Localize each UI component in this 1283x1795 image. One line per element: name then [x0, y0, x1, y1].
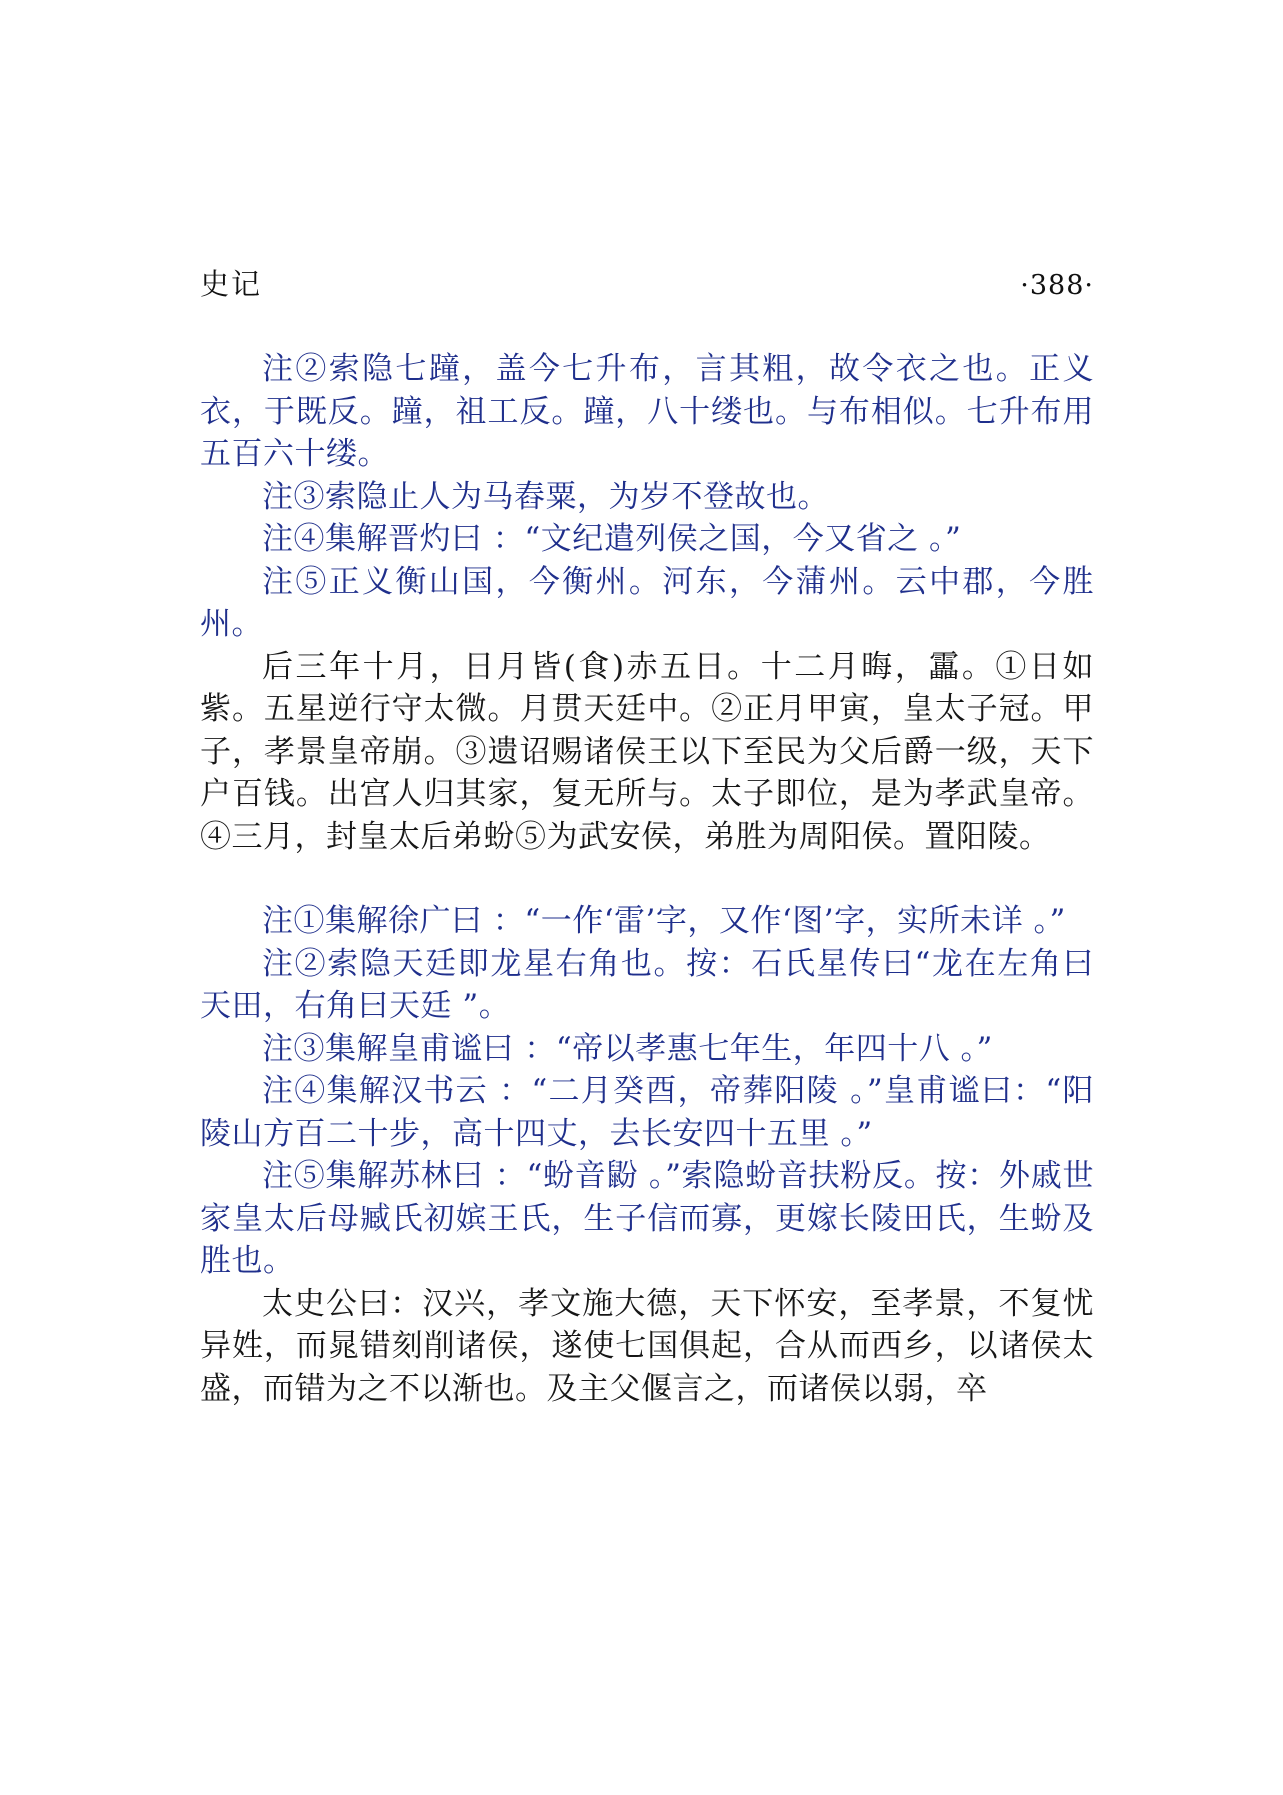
- annotation-note: 注③集解皇甫谧曰 ：“帝以孝惠七年生，年四十八 。”: [262, 1030, 993, 1067]
- annotation-note: 注①集解徐广曰 ：“一作‘雷’字，又作‘图’字，实所未详 。”: [262, 903, 1066, 939]
- annotation-note: 注⑤集解苏林曰 ：“蚡音鼢 。”索隐蚡音扶粉反。按：外戚世家皇太后母臧氏初嫔王氏，生子信而寡，更嫁长陵田氏，生蚡及胜也。: [200, 1158, 1094, 1279]
- page-number: ·388·: [1020, 270, 1094, 301]
- book-title: 史记: [200, 267, 263, 301]
- page: [200, 262, 1094, 1410]
- paragraph-gap: [200, 858, 1094, 900]
- annotation-note: 注②索隐天廷即龙星右角也。按：石氏星传曰“龙在左角曰天田，右角曰天廷 ”。: [200, 945, 1094, 1024]
- main-text-paragraph: 后三年十月，日月皆(食)赤五日。十二月晦，靁。①日如紫。五星逆行守太微。月贯天廷中。②正月甲寅，皇太子冠。甲子，孝景皇帝崩。③遗诏赐诸侯王以下至民为父后爵一级，天下户百钱。出宫人归其家，复无所与。太子即位，是为孝武皇帝。④三月，封皇太后弟蚡⑤为武安侯，弟胜为周阳侯。置阳陵。: [200, 648, 1094, 855]
- annotation-note: 注④集解汉书云 ：“二月癸酉，帝葬阳陵 。”皇甫谧曰：“阳陵山方百二十步，高十四丈，去长安四十五里 。”: [200, 1073, 1094, 1152]
- body-text: [200, 348, 1094, 1410]
- annotation-note: 注⑤正义衡山国，今衡州。河东，今蒲州。云中郡，今胜州。: [200, 563, 1094, 642]
- annotation-note: 注②索隐七蹱，盖今七升布，言其粗，故令衣之也。正义衣，于既反。蹱，祖工反。蹱，八十缕也。与布相似。七升布用五百六十缕。: [200, 351, 1094, 472]
- main-text-paragraph: 太史公曰：汉兴，孝文施大德，天下怀安，至孝景，不复忧异姓，而晁错刻削诸侯，遂使七国俱起，合从而西乡，以诸侯太盛，而错为之不以渐也。及主父偃言之，而诸侯以弱，卒: [200, 1285, 1094, 1407]
- annotation-note: 注③索隐止人为马舂粟，为岁不登故也。: [262, 478, 829, 515]
- running-head: [200, 262, 1094, 308]
- annotation-note: 注④集解晋灼曰 ：“文纪遣列侯之国，今又省之 。”: [262, 521, 962, 557]
